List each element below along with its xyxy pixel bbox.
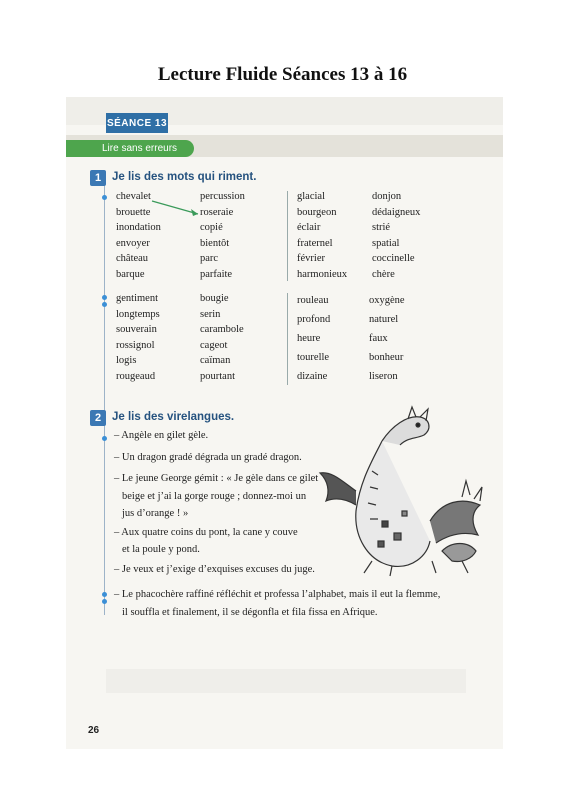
rhyme-arrow bbox=[150, 199, 206, 221]
word: février bbox=[297, 253, 325, 264]
word: chevalet bbox=[116, 191, 151, 202]
word: éclair bbox=[297, 222, 321, 233]
virelangue-line: – Aux quatre coins du pont, la cane y couve bbox=[114, 527, 298, 538]
word: dédaigneux bbox=[372, 206, 421, 218]
document-title: Lecture Fluide Séances 13 à 16 bbox=[157, 64, 408, 85]
words-group2-col3 bbox=[297, 291, 330, 386]
word: rouleau bbox=[297, 295, 329, 306]
word: oxygène bbox=[369, 295, 405, 306]
word: harmonieux bbox=[297, 268, 348, 280]
word: tourelle bbox=[297, 352, 330, 363]
dragon-illustration bbox=[312, 401, 494, 577]
words-group1-col4 bbox=[372, 189, 420, 282]
word: brouette bbox=[116, 206, 151, 218]
column-separator bbox=[287, 293, 288, 385]
word: longtemps bbox=[116, 308, 160, 320]
word: barque bbox=[116, 268, 145, 280]
blue-dot bbox=[102, 592, 107, 597]
word: envoyer bbox=[116, 237, 150, 249]
word: bonheur bbox=[369, 352, 404, 363]
word: souverain bbox=[116, 324, 157, 336]
word: carambole bbox=[200, 324, 244, 336]
word: copié bbox=[200, 222, 223, 233]
word: rougeaud bbox=[116, 370, 156, 382]
words-group2-col2 bbox=[200, 291, 244, 385]
section-2-number: 2 bbox=[90, 410, 106, 426]
word: cageot bbox=[200, 339, 228, 351]
word: fraternel bbox=[297, 237, 333, 249]
word: coccinelle bbox=[372, 253, 415, 264]
seance-tab: SÉANCE 13 bbox=[106, 113, 168, 133]
virelangue-line: – Angèle en gilet gèle. bbox=[114, 430, 209, 441]
word: gentiment bbox=[116, 293, 158, 304]
blue-dot bbox=[102, 295, 107, 300]
word: bougie bbox=[200, 293, 229, 304]
word: strié bbox=[372, 222, 391, 233]
word: parc bbox=[200, 253, 219, 264]
word: spatial bbox=[372, 237, 400, 249]
words-group2-col1 bbox=[116, 291, 160, 385]
word: percussion bbox=[200, 191, 245, 202]
word: roseraie bbox=[200, 206, 234, 218]
virelangue-line: jus d’orange ! » bbox=[122, 508, 189, 519]
bleed-through-block bbox=[106, 669, 466, 693]
word: pourtant bbox=[200, 370, 235, 382]
word: inondation bbox=[116, 222, 161, 233]
margin-line bbox=[104, 185, 105, 615]
word: heure bbox=[297, 333, 321, 344]
word: faux bbox=[369, 333, 388, 344]
virelangue-line: et la poule y pond. bbox=[122, 544, 200, 555]
virelangue-line: – Je veux et j’exige d’exquises excuses du juge. bbox=[114, 564, 315, 575]
virelangue-line: – Le jeune George gémit : « Je gèle dans ce gilet bbox=[114, 473, 319, 484]
textbook-page-scan bbox=[66, 97, 503, 749]
words-group1-col3 bbox=[297, 189, 347, 282]
virelangue-line: beige et j’ai la gorge rouge ; donnez-moi un bbox=[122, 491, 307, 502]
word: serin bbox=[200, 308, 221, 320]
word: rossignol bbox=[116, 339, 155, 351]
blue-dot bbox=[102, 195, 107, 200]
blue-dot bbox=[102, 599, 107, 604]
word: naturel bbox=[369, 314, 399, 325]
virelangue-line: – Un dragon gradé dégrada un gradé dragon. bbox=[114, 452, 302, 463]
word: glacial bbox=[297, 191, 325, 202]
column-separator bbox=[287, 191, 288, 281]
word: dizaine bbox=[297, 371, 328, 382]
word: chère bbox=[372, 268, 395, 280]
words-group1-col2 bbox=[200, 189, 245, 282]
word: parfaite bbox=[200, 268, 233, 280]
blue-dot bbox=[102, 302, 107, 307]
virelangue-line: il souffla et finalement, il se dégonfla et fila fissa en Afrique. bbox=[122, 607, 378, 618]
word: bientôt bbox=[200, 237, 230, 249]
word: bourgeon bbox=[297, 206, 337, 218]
page-number: 26 bbox=[88, 725, 100, 736]
section-1-heading: Je lis des mots qui riment. bbox=[112, 171, 257, 183]
blue-dot bbox=[102, 436, 107, 441]
word: château bbox=[116, 253, 149, 264]
word: donjon bbox=[372, 191, 402, 202]
section-1-number: 1 bbox=[90, 170, 106, 186]
word: logis bbox=[116, 355, 137, 367]
word: profond bbox=[297, 314, 331, 325]
words-group2-col4 bbox=[369, 291, 405, 386]
virelangue-line: – Le phacochère raffiné réfléchit et professa l’alphabet, mais il eut la flemme, bbox=[114, 589, 441, 600]
section-2-heading: Je lis des virelangues. bbox=[112, 411, 235, 423]
word: liseron bbox=[369, 371, 398, 382]
word: caïman bbox=[200, 355, 231, 367]
lire-sans-erreurs-label: Lire sans erreurs bbox=[66, 140, 194, 157]
